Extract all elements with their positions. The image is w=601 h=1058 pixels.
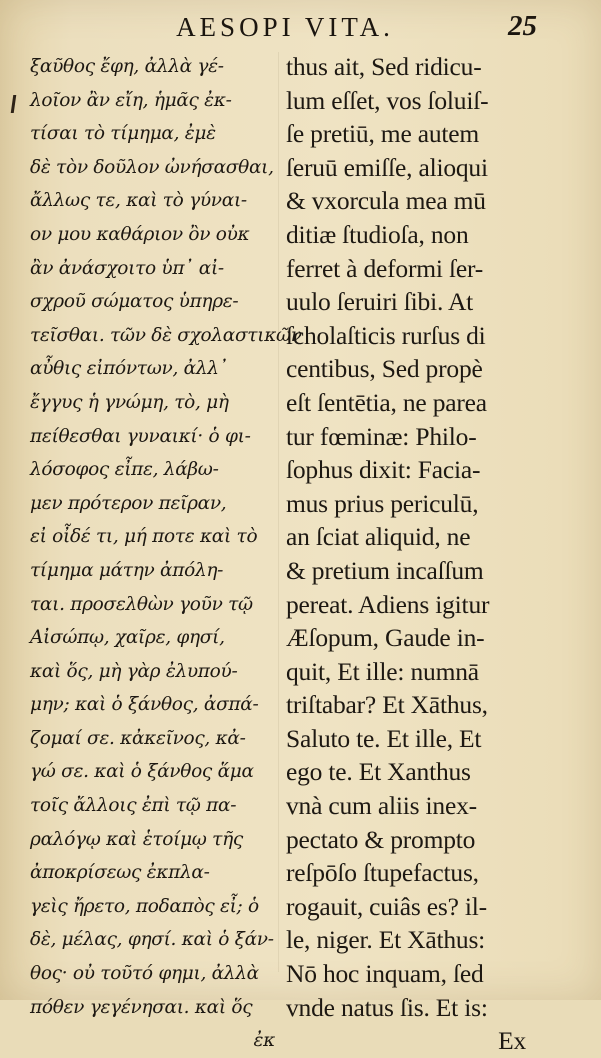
- greek-text-line: ραλόγῳ καὶ ἑτοίμῳ τῆς: [30, 828, 243, 850]
- latin-text-line: Saluto te. Et ille, Et: [286, 723, 482, 753]
- latin-text-line: & vxorcula mea mū: [286, 186, 486, 216]
- latin-text-line: vnà cum aliis inex-: [286, 791, 477, 821]
- margin-mark: [11, 95, 17, 113]
- latin-text-line: thus ait, Sed ridicu-: [286, 52, 482, 81]
- greek-text-line: μην; καὶ ὁ ξάνθος, ἀσπά-: [30, 694, 259, 716]
- greek-text-line: ἀποκρίσεως ἐκπλα-: [30, 862, 210, 884]
- greek-text-line: σχροῦ σώματος ὑπηρε-: [30, 291, 239, 313]
- latin-text-line: ego te. Et Xanthus: [286, 757, 471, 787]
- latin-text-line: tur fœminæ: Philo-: [286, 421, 477, 451]
- greek-text-line: πόθεν γεγένησαι. καὶ ὅς: [30, 996, 253, 1018]
- greek-text-line: Αἰσώπῳ, χαῖρε, φησί,: [30, 627, 225, 649]
- running-head: AESOPI VITA.: [176, 12, 394, 42]
- latin-text-line: ferret à deformi ſer-: [286, 253, 484, 283]
- latin-text-line: ſophus dixit: Facia-: [286, 455, 481, 485]
- greek-text-line: τίσαι τὸ τίμημα, ἐμὲ: [30, 123, 216, 145]
- latin-text-line: triſtabar? Et Xāthus,: [286, 690, 488, 720]
- latin-text-line: uulo ſeruiri ſibi. At: [286, 287, 474, 317]
- greek-text-line: καὶ ὅς, μὴ γὰρ ἐλυπού-: [30, 660, 238, 682]
- greek-text-line: ον μου καθάριον ὂν οὐκ: [30, 223, 250, 245]
- greek-text-line: ἄλλως τε, καὶ τὸ γύναι-: [30, 190, 247, 212]
- latin-text-line: ditiæ ſtudioſa, non: [286, 219, 469, 249]
- greek-text-line: ἂν ἀνάσχοιτο ὑπ᾿ αἰ-: [30, 257, 224, 279]
- greek-text-line: γεὶς ἤρετο, ποδαπὸς εἶ; ὁ: [30, 895, 259, 917]
- latin-text-line: ſe pretiū, me autem: [286, 119, 480, 149]
- greek-text-line: τίμημα μάτην ἀπόλη-: [30, 559, 224, 581]
- latin-text-line: pereat. Adiens igitur: [286, 589, 490, 619]
- greek-text-line: ἐκ: [253, 1030, 275, 1052]
- greek-text-line: λοῖον ἂν εἴη, ἡμᾶς ἐκ-: [30, 89, 232, 111]
- latin-text-line: le, niger. Et Xāthus:: [286, 925, 486, 955]
- latin-text-line: ſeruū emiſſe, alioqui: [286, 152, 488, 182]
- latin-text-line: centibus, Sed propè: [286, 354, 483, 384]
- greek-text-line: αὖθις εἰπόντων, ἀλλ᾿: [30, 358, 228, 380]
- latin-text-line: Æſopum, Gaude in-: [286, 623, 485, 653]
- latin-text-line: pectato & prompto: [286, 824, 476, 854]
- greek-text-line: ζομαί σε. κἀκεῖνος, κἀ-: [30, 727, 246, 749]
- latin-text-line: an ſciat aliquid, ne: [286, 522, 471, 552]
- greek-text-line: μεν πρότερον πεῖραν,: [30, 492, 227, 514]
- greek-text-line: τεῖσθαι. τῶν δὲ σχολαστικῶν: [30, 324, 302, 346]
- greek-text-line: τοῖς ἄλλοις ἐπὶ τῷ πα-: [30, 795, 237, 817]
- greek-text-line: δὲ, μέλας, φησί. καὶ ὁ ξάν-: [30, 929, 274, 951]
- latin-text-line: mus prius periculū,: [286, 488, 479, 518]
- latin-text-line: Ex: [498, 1026, 526, 1056]
- latin-text-column: [286, 50, 526, 1058]
- latin-text-line: ſcholaſticis rurſus di: [286, 320, 486, 350]
- greek-text-line: ται. προσελθὼν γοῦν τῷ: [30, 593, 253, 615]
- latin-text-line: eſt ſentētia, ne parea: [286, 387, 487, 417]
- latin-text-line: quit, Et ille: numnā: [286, 656, 479, 686]
- greek-text-column: [30, 50, 302, 1058]
- greek-text-line: ξαῦθος ἔφη, ἀλλὰ γέ-: [30, 56, 224, 77]
- greek-text-line: θος· οὐ τοῦτό φημι, ἀλλὰ: [30, 963, 259, 985]
- page-number: 25: [508, 10, 537, 42]
- latin-text-line: & pretium incaſſum: [286, 555, 484, 585]
- latin-text-line: lum eſſet, vos ſoluiſ-: [286, 85, 489, 115]
- latin-text-line: reſpōſo ſtupefactus,: [286, 858, 479, 888]
- greek-text-line: ἔγγυς ἡ γνώμη, τὸ, μὴ: [30, 391, 229, 413]
- greek-text-line: λόσοφος εἶπε, λάβω-: [30, 459, 219, 481]
- latin-text-line: Nō hoc inquam, ſed: [286, 959, 484, 989]
- greek-text-line: πείθεσθαι γυναικί· ὁ φι-: [30, 425, 251, 447]
- latin-text-line: vnde natus ſis. Et is:: [286, 992, 488, 1022]
- greek-text-line: γώ σε. καὶ ὁ ξάνθος ἅμα: [30, 761, 254, 783]
- greek-text-line: εἰ οἶδέ τι, μή ποτε καὶ τὸ: [30, 526, 258, 548]
- latin-text-line: rogauit, cuiâs es? il-: [286, 891, 487, 921]
- column-gutter: [278, 52, 279, 972]
- greek-text-line: δὲ τὸν δοῦλον ὠνήσασθαι,: [30, 156, 274, 178]
